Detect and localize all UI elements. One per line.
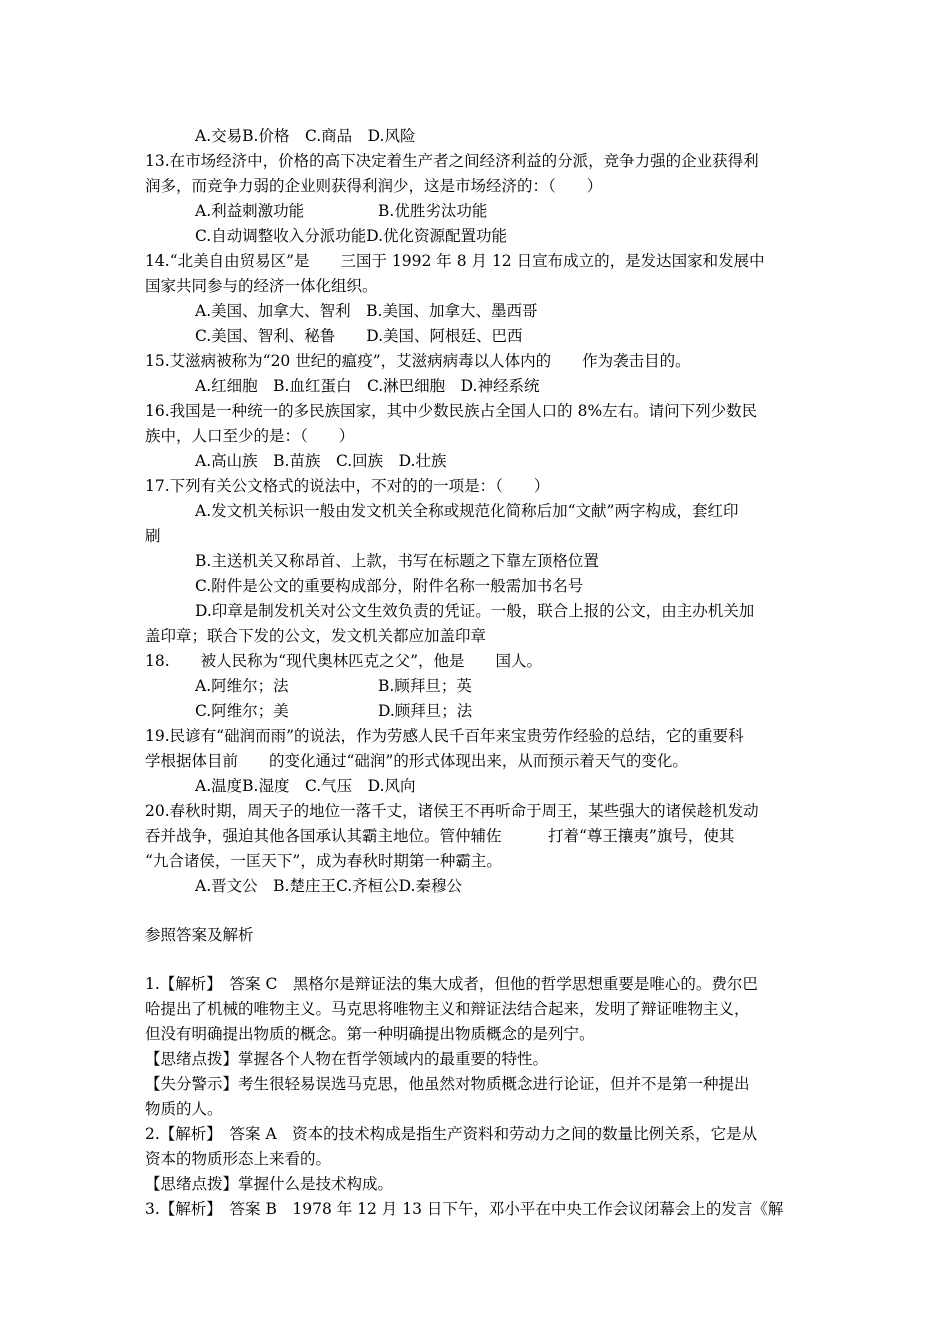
q13-option-b: B.优胜劣汰功能 — [378, 202, 488, 220]
q17-option-a-line1: A.发文机关标识一般由发文机关全称或规范化简称后加“文献”两字构成，套红印 — [195, 502, 739, 520]
q14-text-line2: 国家共同参与的经济一体化组织。 — [145, 277, 378, 295]
q14-options-cd: C.美国、智利、秘鲁 D.美国、阿根廷、巴西 — [195, 327, 523, 345]
q17-option-b: B.主送机关又称昂首、上款，书写在标题之下靠左顶格位置 — [195, 552, 599, 570]
answer1-warning-line2: 物质的人。 — [145, 1100, 223, 1118]
q18-option-a: A.阿维尔；法 — [195, 677, 289, 695]
q16-options: A.高山族 B.苗族 C.回族 D.壮族 — [195, 452, 447, 470]
q17-option-a-line2: 刷 — [145, 527, 161, 545]
q18-option-c: C.阿维尔；美 — [195, 702, 289, 720]
q20-text-line1: 20.春秋时期，周天子的地位一落千丈，诸侯王不再听命于周王，某些强大的诸侯趁机发动 — [145, 802, 759, 820]
q13-text-line2: 润多，而竞争力弱的企业则获得利润少，这是市场经济的：（ ） — [145, 177, 603, 195]
q16-text-line2: 族中，人口至少的是：（ ） — [145, 427, 355, 445]
q17-option-d-line2: 盖印章；联合下发的公文，发文机关都应加盖印章 — [145, 627, 487, 645]
q18-option-d: D.顾拜旦；法 — [378, 702, 473, 720]
answers-heading: 参照答案及解析 — [145, 926, 254, 944]
q15-options: A.红细胞 B.血红蛋白 C.淋巴细胞 D.神经系统 — [195, 377, 540, 395]
q20-options: A.晋文公 B.楚庄王C.齐桓公D.秦穆公 — [195, 877, 462, 895]
q17-option-d-line1: D.印章是制发机关对公文生效负责的凭证。一般，联合上报的公文，由主办机关加 — [195, 602, 755, 620]
q13-option-a: A.利益刺激功能 — [195, 202, 305, 220]
q20-text-line3: “九合诸侯，一匡天下”，成为春秋时期第一种霸主。 — [145, 852, 502, 870]
q16-text-line1: 16.我国是一种统一的多民族国家，其中少数民族占全国人口的 8%左右。请问下列少数民 — [145, 402, 758, 420]
answer1-line3: 但没有明确提出物质的概念。第一种明确提出物质概念的是列宁。 — [145, 1025, 595, 1043]
answer1-line1: 1.【解析】 答案 C 黑格尔是辩证法的集大成者，但他的哲学思想重要是唯心的。费尔巴 — [145, 975, 758, 993]
q19-text-line1: 19.民谚有“础润而雨”的说法，作为劳感人民千百年来宝贵劳作经验的总结，它的重要科 — [145, 727, 744, 745]
q15-text-line1: 15.艾滋病被称为“20 世纪的瘟疫”，艾滋病病毒以人体内的 作为袭击目的。 — [145, 352, 691, 370]
answer2-line1: 2.【解析】 答案 A 资本的技术构成是指生产资料和劳动力之间的数量比例关系，它是从 — [145, 1125, 758, 1143]
q19-text-line2: 学根据体目前 的变化通过“础润”的形式体现出来，从而预示着天气的变化。 — [145, 752, 688, 770]
answer3-line1: 3.【解析】 答案 B 1978 年 12 月 13 日下午，邓小平在中央工作会议闭幕会上的发言《解 — [145, 1200, 784, 1218]
q17-text-line1: 17.下列有关公文格式的说法中，不对的的一项是：（ ） — [145, 477, 550, 495]
q17-option-c: C.附件是公文的重要构成部分，附件名称一般需加书名号 — [195, 577, 584, 595]
answer1-warning-line1: 【失分警示】考生很轻易误选马克思，他虽然对物质概念进行论证，但并不是第一种提出 — [145, 1075, 750, 1093]
q18-text-line1: 18. 被人民称为“现代奥林匹克之父”，他是 国人。 — [145, 652, 543, 670]
q12-options: A.交易B.价格 C.商品 D.风险 — [195, 127, 416, 145]
q18-option-b: B.顾拜旦；英 — [378, 677, 472, 695]
answer1-tip: 【思绪点拨】掌握各个人物在哲学领域内的最重要的特性。 — [145, 1050, 549, 1068]
q14-options-ab: A.美国、加拿大、智利 B.美国、加拿大、墨西哥 — [195, 302, 538, 320]
q13-text-line1: 13.在市场经济中，价格的高下决定着生产者之间经济利益的分派，竞争力强的企业获得利 — [145, 152, 759, 170]
answer2-tip: 【思绪点拨】掌握什么是技术构成。 — [145, 1175, 394, 1193]
q14-text-line1: 14.“北美自由贸易区”是 三国于 1992 年 8 月 12 日宣布成立的，是发达国家和发展中 — [145, 252, 765, 270]
q13-options-cd: C.自动调整收入分派功能D.优化资源配置功能 — [195, 227, 508, 245]
q19-options: A.温度B.湿度 C.气压 D.风向 — [195, 777, 416, 795]
answer1-line2: 哈提出了机械的唯物主义。马克思将唯物主义和辩证法结合起来，发明了辩证唯物主义， — [145, 1000, 750, 1018]
answer2-line2: 资本的物质形态上来看的。 — [145, 1150, 332, 1168]
q20-text-line2: 吞并战争，强迫其他各国承认其霸主地位。管仲辅佐 打着“尊王攘夷”旗号，使其 — [145, 827, 735, 845]
